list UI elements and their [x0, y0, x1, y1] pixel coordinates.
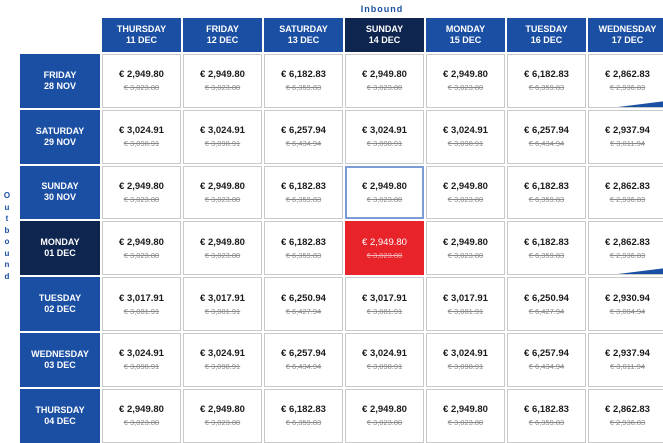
outbound-date-header[interactable] [20, 389, 100, 443]
grid-corner [20, 18, 100, 52]
fare-price: € 6,182.83 [281, 180, 326, 192]
fare-old-price: € 3,081.91 [366, 306, 403, 316]
fare-old-price: € 3,023.80 [123, 83, 160, 93]
fare-price: € 3,024.91 [362, 348, 407, 360]
fare-price: € 2,937.94 [605, 125, 650, 137]
fare-price: € 3,017.91 [119, 292, 164, 304]
fare-cell[interactable] [507, 277, 586, 331]
outbound-letter: d [4, 271, 10, 281]
fare-cell[interactable] [102, 277, 181, 331]
inbound-date-header[interactable] [183, 18, 262, 52]
fare-price: € 2,949.80 [362, 404, 407, 416]
fare-old-price: € 3,098.91 [447, 362, 484, 372]
fare-old-price: € 3,023.80 [123, 418, 160, 428]
fare-price: € 6,182.83 [281, 404, 326, 416]
fare-cell[interactable] [588, 221, 663, 275]
fare-price: € 6,257.94 [281, 348, 326, 360]
fare-old-price: € 3,023.80 [447, 194, 484, 204]
fare-cell[interactable] [183, 389, 262, 443]
outbound-letter: O [3, 191, 11, 200]
fare-price: € 2,862.83 [605, 236, 650, 248]
inbound-date-header[interactable] [426, 18, 505, 52]
header-day: TUESDAY [525, 24, 568, 34]
fare-cell[interactable] [345, 221, 424, 275]
fare-price: € 2,949.80 [200, 404, 245, 416]
fare-price: € 3,024.91 [200, 125, 245, 137]
fare-old-price: € 3,023.80 [204, 418, 241, 428]
row-day: TUESDAY [38, 293, 82, 304]
fare-cell[interactable] [102, 221, 181, 275]
fare-price: € 3,017.91 [362, 292, 407, 304]
fare-price: € 2,949.80 [200, 180, 245, 192]
fare-old-price: € 6,359.83 [528, 83, 565, 93]
fare-cell[interactable] [507, 54, 586, 108]
fare-price: € 6,182.83 [281, 69, 326, 81]
fare-old-price: € 3,081.91 [123, 306, 160, 316]
fare-old-price: € 6,427.94 [528, 306, 565, 316]
fare-price: € 2,949.80 [362, 236, 407, 248]
fare-old-price: € 6,434.94 [285, 362, 322, 372]
outbound-letter: u [4, 202, 10, 212]
fare-old-price: € 3,081.91 [204, 306, 241, 316]
fare-price: € 3,024.91 [119, 125, 164, 137]
fare-price: € 3,024.91 [443, 125, 488, 137]
fare-price: € 2,949.80 [443, 180, 488, 192]
outbound-letter: u [4, 248, 10, 258]
fare-price: € 6,182.83 [524, 236, 569, 248]
fare-price: € 3,017.91 [200, 292, 245, 304]
fare-old-price: € 3,098.91 [123, 362, 160, 372]
inbound-axis-label: Inbound [360, 4, 404, 14]
outbound-letter: n [4, 260, 10, 269]
fare-price: € 3,024.91 [362, 125, 407, 137]
fare-cell[interactable] [264, 221, 343, 275]
fare-price: € 6,250.94 [524, 292, 569, 304]
header-date: 15 DEC [449, 35, 482, 45]
fare-price: € 2,949.80 [362, 69, 407, 81]
fare-price: € 3,017.91 [443, 292, 488, 304]
fare-old-price: € 3,098.91 [366, 362, 403, 372]
fare-cell[interactable] [345, 277, 424, 331]
fare-old-price: € 6,427.94 [285, 306, 322, 316]
fare-cell[interactable] [264, 54, 343, 108]
header-day: THURSDAY [116, 24, 167, 34]
fare-price: € 2,949.80 [443, 236, 488, 248]
fare-price: € 6,257.94 [524, 125, 569, 137]
row-date: 02 DEC [44, 304, 76, 315]
fare-cell[interactable] [183, 166, 262, 220]
fare-cell[interactable] [426, 277, 505, 331]
fare-old-price: € 6,359.83 [285, 250, 322, 260]
fare-cell[interactable] [183, 333, 262, 387]
row-day: SUNDAY [41, 181, 79, 192]
fare-price: € 2,949.80 [362, 180, 407, 192]
inbound-date-header[interactable] [588, 18, 663, 52]
outbound-date-header[interactable] [20, 166, 100, 220]
row-date: 04 DEC [44, 415, 76, 426]
fare-cell[interactable] [264, 110, 343, 164]
fare-old-price: € 3,011.94 [610, 139, 645, 149]
fare-cell[interactable] [588, 277, 663, 331]
fare-price: € 6,182.83 [524, 69, 569, 81]
fare-price: € 2,949.80 [119, 236, 164, 248]
fare-old-price: € 3,023.80 [366, 83, 403, 93]
fare-old-price: € 3,023.80 [204, 250, 241, 260]
row-day: SATURDAY [35, 125, 85, 136]
fare-old-price: € 2,936.83 [609, 83, 646, 93]
header-date: 12 DEC [206, 35, 239, 45]
inbound-date-header[interactable] [507, 18, 586, 52]
fare-cell[interactable] [345, 389, 424, 443]
fare-cell[interactable] [345, 333, 424, 387]
fare-old-price: € 6,359.83 [285, 418, 322, 428]
fare-old-price: € 3,081.91 [447, 306, 484, 316]
fare-cell[interactable] [264, 166, 343, 220]
outbound-letter: b [4, 225, 10, 235]
corner-flag-icon [618, 268, 663, 274]
outbound-date-header[interactable] [20, 221, 100, 275]
fare-old-price: € 3,098.91 [204, 139, 241, 149]
fare-cell[interactable] [264, 389, 343, 443]
header-date: 11 DEC [125, 35, 158, 45]
fare-old-price: € 6,434.94 [528, 362, 565, 372]
fare-price: € 2,949.80 [119, 69, 164, 81]
header-date: 16 DEC [530, 35, 563, 45]
fare-price: € 2,862.83 [605, 180, 650, 192]
fare-cell[interactable] [588, 333, 663, 387]
outbound-date-header[interactable] [20, 110, 100, 164]
outbound-letter: t [5, 214, 9, 223]
fare-old-price: € 6,434.94 [528, 139, 565, 149]
fare-old-price: € 6,434.94 [285, 139, 322, 149]
header-day: FRIDAY [206, 24, 239, 34]
row-date: 01 DEC [44, 248, 76, 259]
fare-price: € 6,257.94 [281, 125, 326, 137]
outbound-letter: o [4, 237, 10, 246]
fare-price: € 2,949.80 [119, 180, 164, 192]
fare-old-price: € 3,023.80 [366, 418, 403, 428]
fare-price: € 2,937.94 [605, 348, 650, 360]
fare-old-price: € 3,098.91 [204, 362, 241, 372]
fare-old-price: € 3,023.80 [447, 418, 484, 428]
fare-price: € 3,024.91 [119, 348, 164, 360]
fare-cell[interactable] [183, 110, 262, 164]
fare-old-price: € 3,023.80 [366, 250, 403, 260]
fare-old-price: € 3,098.91 [366, 139, 403, 149]
fare-cell[interactable] [102, 333, 181, 387]
row-date: 03 DEC [44, 359, 76, 370]
outbound-date-header[interactable] [20, 54, 100, 108]
row-day: MONDAY [40, 237, 80, 248]
row-day: FRIDAY [43, 69, 77, 80]
row-date: 29 NOV [43, 136, 76, 147]
fare-cell[interactable] [426, 333, 505, 387]
fare-old-price: € 3,023.80 [123, 194, 160, 204]
fare-cell[interactable] [426, 110, 505, 164]
row-date: 28 NOV [43, 80, 76, 91]
fare-price: € 2,862.83 [605, 69, 650, 81]
fare-cell[interactable] [426, 221, 505, 275]
header-date: 17 DEC [611, 35, 644, 45]
fare-old-price: € 6,359.83 [528, 250, 565, 260]
fare-cell[interactable] [102, 389, 181, 443]
fare-old-price: € 6,359.83 [528, 418, 565, 428]
fare-cell[interactable] [345, 166, 424, 220]
outbound-axis-label [2, 190, 12, 282]
fare-price: € 2,949.80 [119, 404, 164, 416]
header-date: 13 DEC [287, 35, 320, 45]
fare-price: € 2,949.80 [443, 404, 488, 416]
header-day: SATURDAY [279, 24, 328, 34]
fare-cell[interactable] [507, 166, 586, 220]
fare-old-price: € 3,023.80 [366, 194, 403, 204]
fare-cell[interactable] [588, 54, 663, 108]
fare-price: € 6,257.94 [524, 348, 569, 360]
fare-cell[interactable] [507, 333, 586, 387]
inbound-date-header[interactable] [345, 18, 424, 52]
fare-old-price: € 6,359.83 [285, 83, 322, 93]
fare-price: € 2,862.83 [605, 404, 650, 416]
header-date: 14 DEC [368, 35, 401, 45]
fare-cell[interactable] [588, 166, 663, 220]
fare-cell[interactable] [426, 54, 505, 108]
fare-old-price: € 3,023.80 [447, 250, 484, 260]
header-day: WEDNESDAY [598, 24, 657, 34]
fare-old-price: € 6,359.83 [285, 194, 322, 204]
fare-old-price: € 6,359.83 [528, 194, 565, 204]
fare-cell[interactable] [507, 389, 586, 443]
fare-price: € 2,930.94 [605, 292, 650, 304]
fare-cell[interactable] [102, 54, 181, 108]
fare-cell[interactable] [345, 54, 424, 108]
fare-price: € 6,182.83 [524, 180, 569, 192]
fare-old-price: € 3,023.80 [123, 250, 160, 260]
fare-cell[interactable] [588, 110, 663, 164]
fare-cell[interactable] [426, 166, 505, 220]
header-day: SUNDAY [365, 24, 404, 34]
fare-cell[interactable] [102, 110, 181, 164]
fare-old-price: € 2,936.83 [609, 194, 646, 204]
outbound-date-header[interactable] [20, 277, 100, 331]
fare-cell[interactable] [588, 389, 663, 443]
row-day: WEDNESDAY [31, 348, 89, 359]
fare-cell[interactable] [183, 54, 262, 108]
header-day: MONDAY [445, 24, 486, 34]
fare-old-price: € 3,004.94 [609, 306, 646, 316]
fare-cell[interactable] [507, 221, 586, 275]
fare-price: € 6,182.83 [524, 404, 569, 416]
fare-cell[interactable] [507, 110, 586, 164]
fare-old-price: € 3,023.80 [204, 194, 241, 204]
fare-price: € 3,024.91 [443, 348, 488, 360]
fare-old-price: € 3,023.80 [447, 83, 484, 93]
fare-cell[interactable] [183, 221, 262, 275]
fare-price: € 3,024.91 [200, 348, 245, 360]
fare-cell[interactable] [183, 277, 262, 331]
fare-old-price: € 3,023.80 [204, 83, 241, 93]
fare-cell[interactable] [102, 166, 181, 220]
fare-price: € 2,949.80 [443, 69, 488, 81]
fare-price: € 2,949.80 [200, 69, 245, 81]
row-day: THURSDAY [35, 404, 85, 415]
inbound-date-header[interactable] [264, 18, 343, 52]
corner-flag-icon [618, 101, 663, 107]
fare-old-price: € 3,098.91 [447, 139, 484, 149]
fare-price: € 6,182.83 [281, 236, 326, 248]
fare-old-price: € 3,098.91 [123, 139, 160, 149]
outbound-date-header[interactable] [20, 333, 100, 387]
fare-cell[interactable] [426, 389, 505, 443]
inbound-date-header[interactable] [102, 18, 181, 52]
row-date: 30 NOV [43, 192, 76, 203]
fare-price: € 6,250.94 [281, 292, 326, 304]
fare-price: € 2,949.80 [200, 236, 245, 248]
fare-calendar-grid [20, 18, 663, 443]
fare-old-price: € 2,936.83 [609, 418, 646, 428]
fare-cell[interactable] [345, 110, 424, 164]
fare-cell[interactable] [264, 333, 343, 387]
fare-old-price: € 2,936.83 [609, 250, 646, 260]
fare-cell[interactable] [264, 277, 343, 331]
fare-old-price: € 3,011.94 [610, 362, 645, 372]
